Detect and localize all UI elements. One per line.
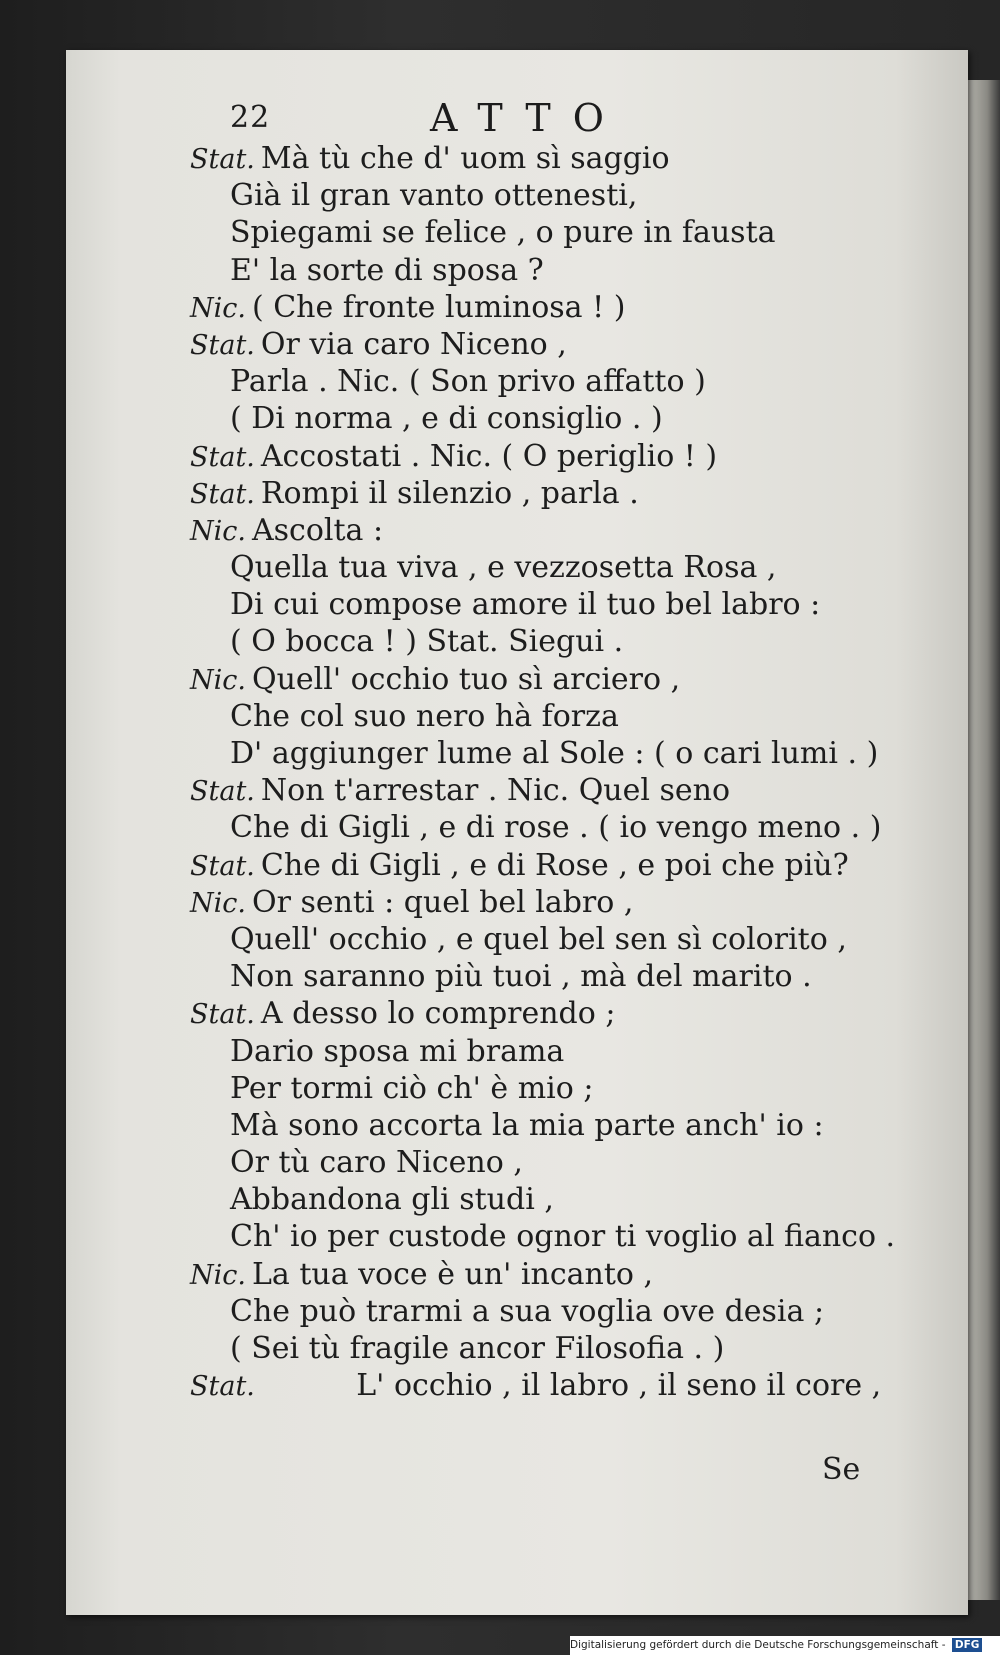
text-line: [190, 1256, 910, 1293]
line-text: D' aggiunger lume al Sole : ( o cari lumi . ): [230, 736, 879, 771]
line-text: Quell' occhio tuo sì arciero ,: [251, 661, 681, 697]
text-line: [190, 1144, 910, 1181]
line-text: Che di Gigli , e di Rose , e poi che più?: [260, 847, 849, 883]
line-text: Quell' occhio , e quel bel sen sì colorito ,: [230, 921, 847, 957]
next-page-edge: [968, 80, 1000, 1600]
text-line: [190, 698, 910, 735]
line-text: Mà sono accorta la mia parte anch' io :: [230, 1107, 824, 1143]
text-line: [190, 884, 910, 921]
speaker-label: Stat.: [190, 329, 255, 361]
line-text: Parla . Nic. ( Son privo affatto ): [230, 364, 706, 400]
text-line: [190, 140, 910, 177]
text-line: [190, 438, 910, 475]
line-text: Spiegami se felice , o pure in fausta: [230, 215, 776, 251]
play-text: [190, 140, 910, 1404]
line-text: Ascolta :: [251, 512, 384, 548]
text-line: [190, 623, 910, 660]
running-head: ATTO: [430, 96, 626, 140]
line-text: Mà tù che d' uom sì saggio: [260, 141, 670, 176]
speaker-label: Nic.: [190, 664, 246, 696]
catchword: Se: [822, 1452, 861, 1487]
speaker-label: Stat.: [190, 776, 255, 808]
speaker-label: Stat.: [190, 850, 255, 882]
text-line: [190, 1218, 910, 1255]
text-line: [190, 177, 910, 214]
line-text: Che di Gigli , e di rose . ( io vengo meno . ): [230, 810, 882, 846]
text-line: [190, 363, 910, 400]
speaker-label: Nic.: [190, 887, 246, 919]
line-text: E' la sorte di sposa ?: [230, 252, 544, 288]
text-line: [190, 252, 910, 289]
digitization-credit: [570, 1636, 1000, 1655]
text-line: [190, 475, 910, 512]
line-text: ( Che fronte luminosa ! ): [251, 289, 626, 325]
speaker-label: Stat.: [190, 1371, 255, 1403]
line-text: Or via caro Niceno ,: [260, 326, 567, 362]
line-text: Accostati . Nic. ( O periglio ! ): [260, 438, 718, 474]
line-text: Che col suo nero hà forza: [230, 698, 619, 734]
text-line: [190, 1107, 910, 1144]
text-line: [190, 847, 910, 884]
speaker-label: Stat.: [190, 478, 255, 510]
page-number: 22: [230, 100, 271, 135]
line-text: Ch' io per custode ognor ti voglio al fianco .: [230, 1219, 896, 1255]
speaker-label: Stat.: [190, 144, 255, 175]
line-text: Or senti : quel bel labro ,: [251, 884, 634, 920]
speaker-label: Stat.: [190, 999, 255, 1031]
text-line: [190, 995, 910, 1032]
text-line: [190, 809, 910, 846]
speaker-label: Nic.: [190, 292, 246, 324]
text-line: [190, 1070, 910, 1107]
line-text: Abbandona gli studi ,: [230, 1182, 554, 1218]
text-line: [190, 512, 910, 549]
text-line: [190, 1293, 910, 1330]
line-text: Che può trarmi a sua voglia ove desia ;: [230, 1293, 825, 1329]
text-line: [190, 958, 910, 995]
line-text: Non saranno più tuoi , mà del marito .: [230, 959, 812, 995]
text-line: [190, 1033, 910, 1070]
line-text: A desso lo comprendo ;: [260, 996, 616, 1032]
text-line: [190, 1181, 910, 1218]
line-text: Or tù caro Niceno ,: [230, 1145, 523, 1181]
speaker-label: Stat.: [190, 441, 255, 473]
speaker-label: Nic.: [190, 515, 246, 547]
text-line: [190, 1330, 910, 1367]
text-line: [190, 400, 910, 437]
line-text: Per tormi ciò ch' è mio ;: [230, 1070, 594, 1106]
text-line: [190, 289, 910, 326]
credit-text: Digitalisierung gefördert durch die Deutsche Forschungsgemeinschaft -: [570, 1639, 946, 1651]
line-text: La tua voce è un' incanto ,: [251, 1256, 654, 1292]
text-line: [190, 772, 910, 809]
text-line: [190, 661, 910, 698]
text-line: [190, 214, 910, 251]
line-text: ( O bocca ! ) Stat. Siegui .: [230, 624, 624, 660]
line-text: Dario sposa mi brama: [230, 1033, 565, 1069]
text-line: [190, 735, 910, 772]
text-line: [190, 549, 910, 586]
line-text: Quella tua viva , e vezzosetta Rosa ,: [230, 550, 777, 586]
text-line: [190, 921, 910, 958]
text-line: [190, 326, 910, 363]
text-line: [190, 1367, 910, 1404]
dfg-logo: DFG: [952, 1638, 983, 1652]
line-text: Di cui compose amore il tuo bel labro :: [230, 587, 821, 623]
text-line: [190, 586, 910, 623]
line-text: Non t'arrestar . Nic. Quel seno: [260, 773, 731, 809]
line-text: L' occhio , il labro , il seno il core ,: [260, 1368, 882, 1404]
line-text: Già il gran vanto ottenesti,: [230, 178, 638, 214]
speaker-label: Nic.: [190, 1259, 246, 1291]
line-text: ( Di norma , e di consiglio . ): [230, 401, 663, 437]
line-text: ( Sei tù fragile ancor Filosofia . ): [230, 1331, 725, 1366]
line-text: Rompi il silenzio , parla .: [260, 475, 639, 511]
page-header: [230, 96, 680, 144]
